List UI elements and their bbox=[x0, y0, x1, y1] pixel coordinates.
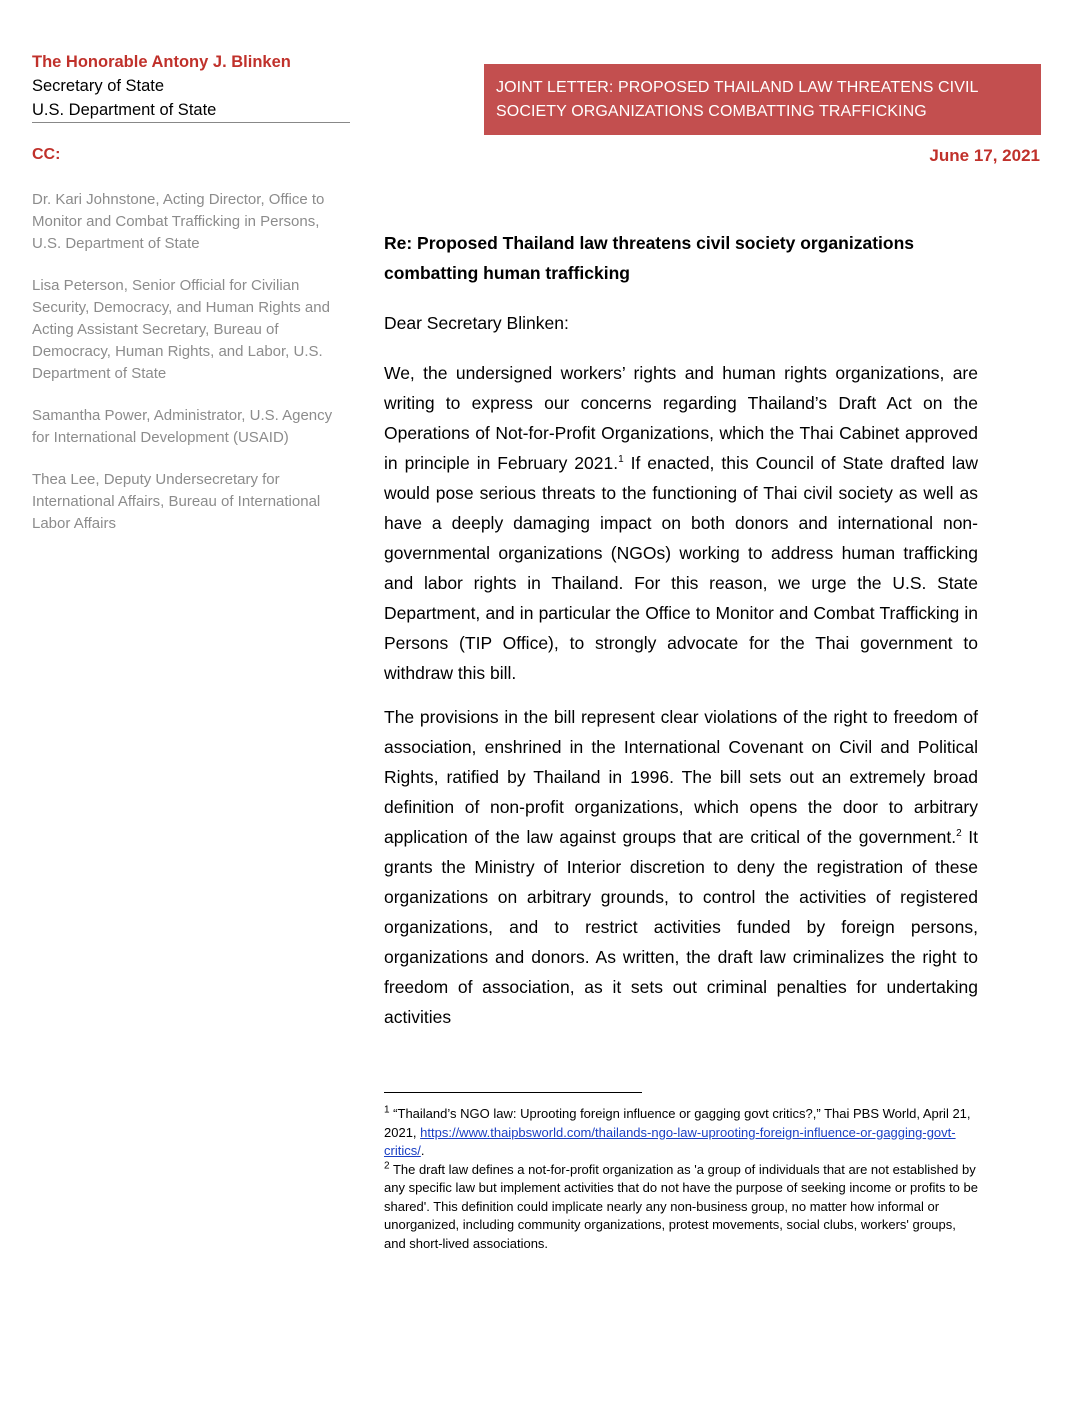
letter-subject: Re: Proposed Thailand law threatens civil society organizations combatting human trafficking bbox=[384, 233, 914, 283]
cc-entry: Samantha Power, Administrator, U.S. Agency for International Development (USAID) bbox=[32, 407, 333, 446]
cc-entry: Dr. Kari Johnstone, Acting Director, Office to Monitor and Combat Trafficking in Persons, U.S. Department of State bbox=[32, 191, 325, 252]
letter-title-banner bbox=[484, 64, 1041, 135]
recipient-block bbox=[32, 50, 350, 122]
cc-label: CC: bbox=[32, 146, 61, 163]
paragraph-text: It grants the Ministry of Interior discretion to deny the registration of these organizations on arbitrary grounds, to control the activities of registered organizations, and to restrict activities funded by foreign persons, organizations and donors. As written, the draft law criminalizes the right to freedom of association, as it sets out criminal penalties for undertaking activities bbox=[384, 827, 978, 1027]
footnote-ref[interactable]: 2 bbox=[956, 828, 962, 840]
footnote-text: The draft law defines a not-for-profit organization as 'a group of individuals that are not established by any specific law but implement activities that do not have the purpose of seeking income or profits to be shared'. This definition could implicate nearly any non-business group, no matter how informal or unorganized, including community organizations, protest movements, social clubs, workers' groups, and short-lived associations. bbox=[384, 1161, 978, 1251]
letter-date: June 17, 2021 bbox=[929, 146, 1040, 165]
recipient-name: The Honorable Antony J. Blinken bbox=[32, 53, 291, 71]
body-paragraph bbox=[384, 358, 978, 688]
cc-list bbox=[32, 189, 350, 555]
recipient-title: Secretary of State bbox=[32, 77, 165, 95]
paragraph-text: The provisions in the bill represent clear violations of the right to freedom of association, enshrined in the International Covenant on Civil and Political Rights, ratified by Thailand in 1996. The bill sets out an extremely broad definition of non-profit organizations, which opens the door to arbitrary application of the law against groups that are critical of the government. bbox=[384, 707, 978, 847]
footnote-mark: 1 bbox=[384, 1104, 390, 1116]
letter-salutation: Dear Secretary Blinken: bbox=[384, 313, 569, 333]
paragraph-text: If enacted, this Council of State drafted law would pose serious threats to the functioning of Thai civil society as well as have a deeply damaging impact on both donors and international non-governmental organizations (NGOs) working to address human trafficking and labor rights in Thailand. For this reason, we urge the U.S. State Department, and in particular the Office to Monitor and Combat Trafficking in Persons (TIP Office), to strongly advocate for the Thai government to withdraw this bill. bbox=[384, 453, 978, 683]
letter-body bbox=[384, 228, 978, 1046]
footnote-source-link[interactable]: https://www.thaipbsworld.com/thailands-ngo-law-uprooting-foreign-influence-or-gagging-govt-critics/ bbox=[384, 1124, 956, 1158]
letter-title: JOINT LETTER: PROPOSED THAILAND LAW THREATENS CIVIL SOCIETY ORGANIZATIONS COMBATTING TRAFFICKING bbox=[496, 79, 978, 120]
footnote-2 bbox=[384, 1161, 980, 1254]
footnote-divider bbox=[384, 1092, 642, 1093]
recipient-divider bbox=[32, 122, 350, 123]
body-paragraph bbox=[384, 702, 978, 1032]
footnote-1 bbox=[384, 1105, 980, 1161]
footnotes bbox=[384, 1105, 980, 1253]
footnote-text: “Thailand’s NGO law: Uprooting foreign influence or gagging govt critics?,” Thai PBS World, April 21, 2021, bbox=[384, 1106, 971, 1140]
footnote-end: . bbox=[420, 1143, 425, 1158]
paragraph-text: We, the undersigned workers’ rights and human rights organizations, are writing to express our concerns regarding Thailand’s Draft Act on the Operations of Not-for-Profit Organizations, which the Thai Cabinet approved in principle in February 2021. bbox=[384, 363, 978, 473]
footnote-ref[interactable]: 1 bbox=[618, 454, 624, 466]
recipient-department: U.S. Department of State bbox=[32, 101, 217, 119]
footnote-mark: 2 bbox=[384, 1160, 390, 1172]
cc-entry: Lisa Peterson, Senior Official for Civilian Security, Democracy, and Human Rights and Acting Assistant Secretary, Bureau of Democracy, Human Rights, and Labor, U.S. Department of State bbox=[32, 277, 330, 382]
cc-entry: Thea Lee, Deputy Undersecretary for International Affairs, Bureau of International Labor Affairs bbox=[32, 471, 321, 532]
